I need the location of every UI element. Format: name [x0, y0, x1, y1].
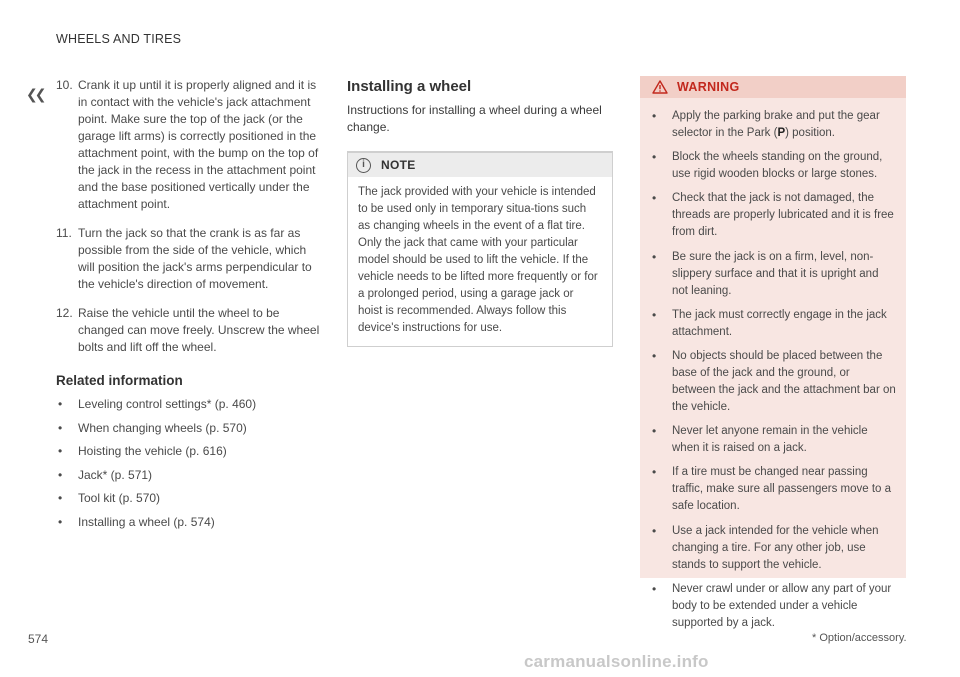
warning-item: • Never crawl under or allow any part of your body to be extended under a vehicle supported by a jack. — [652, 581, 892, 629]
section-title: Installing a wheel — [347, 78, 472, 95]
section-header: WHEELS AND TIRES — [56, 32, 182, 46]
info-circle-icon: i — [356, 158, 371, 173]
bullet-icon: • — [652, 109, 657, 123]
warning-item: • Use a jack intended for the vehicle when changing a tire. For any other job, use stands to support the vehicle. — [652, 523, 879, 571]
warning-item: • Never let anyone remain in the vehicle when it is raised on a jack. — [652, 424, 868, 455]
step-item — [52, 225, 324, 293]
watermark: carmanualsonline.info — [524, 652, 709, 671]
bullet-icon: • — [58, 444, 63, 459]
bullet-icon: • — [58, 491, 63, 506]
bullet-icon: • — [58, 467, 63, 482]
related-link[interactable]: • Jack* (p. 571) — [58, 467, 153, 482]
step-text: Crank it up until it is properly aligned and it is in contact with the vehicle's jack attachment point. Make sure the top of the jack (or the garage lift arms) is correctly positioned in the attachment point, with the bump on the top of the jack in the recess in the attachment point and the base positioned vertically under the attachment point. — [78, 78, 319, 211]
bullet-icon: • — [652, 307, 657, 322]
warning-item: • Apply the parking brake and put the gear selector in the Park (P) position. — [652, 109, 880, 139]
bullet-icon: • — [652, 424, 657, 439]
warning-item: • Block the wheels standing on the ground, use rigid wooden blocks or large stones. — [652, 150, 883, 181]
bullet-icon: • — [652, 348, 657, 363]
step-item — [52, 77, 324, 213]
step-number: 10. — [56, 78, 73, 92]
steps-list — [52, 77, 324, 356]
page-number: 574 — [28, 632, 49, 646]
steps-column — [52, 77, 324, 538]
warning-item: • No objects should be placed between the base of the jack and the ground, or between the jack and the attachment bar on the vehicle. — [652, 348, 896, 413]
related-link[interactable]: • Tool kit (p. 570) — [58, 491, 161, 506]
step-number: 12. — [56, 306, 73, 320]
related-link[interactable]: • When changing wheels (p. 570) — [58, 420, 247, 435]
bullet-icon: • — [58, 420, 63, 435]
note-label: NOTE — [381, 158, 416, 172]
warning-label: WARNING — [677, 80, 740, 94]
bullet-icon: • — [652, 150, 657, 165]
bullet-icon: • — [58, 514, 63, 529]
note-text: The jack provided with your vehicle is intended to be used only in temporary situa-tions such as changing wheels in the event of a flat tire. Only the jack that came with your particular model should be used to lift the vehicle. If the vehicle needs to be lifted more frequently or for a prolonged period, using a garage jack or hoist is recommended. Always follow this device's instructions for use. — [358, 186, 598, 334]
warning-triangle-icon — [652, 80, 668, 94]
step-text: Raise the vehicle until the wheel to be changed can move freely. Unscrew the wheel bolts and lift off the wheel. — [78, 306, 320, 354]
related-information-heading: Related information — [56, 373, 183, 388]
warning-box — [640, 76, 906, 629]
bullet-icon: • — [652, 581, 657, 596]
related-links-list — [52, 396, 324, 531]
warning-item: • Check that the jack is not damaged, the threads are properly lubricated and it is free from dirt. — [652, 191, 894, 239]
related-link[interactable]: • Leveling control settings* (p. 460) — [58, 397, 257, 411]
section-intro: Instructions for installing a wheel during a wheel change. — [347, 103, 602, 134]
step-item — [52, 305, 324, 356]
bullet-icon: • — [652, 523, 657, 538]
step-number: 11. — [56, 226, 72, 240]
related-link[interactable]: • Installing a wheel (p. 574) — [58, 514, 215, 529]
warning-item: • The jack must correctly engage in the jack attachment. — [652, 307, 887, 338]
bullet-icon: • — [652, 465, 657, 480]
warning-item: • If a tire must be changed near passing traffic, make sure all passengers move to a safe location. — [652, 465, 892, 513]
note-header — [348, 153, 612, 177]
installing-column — [347, 77, 613, 347]
warning-list — [640, 98, 906, 632]
bullet-icon: • — [652, 191, 657, 206]
double-chevron-left-icon[interactable]: ❮❮ — [26, 86, 44, 102]
step-text: Turn the jack so that the crank is as far as possible from the side of the vehicle, which will position the jack's arms perpendicular to the vehicle's direction of movement. — [78, 226, 312, 291]
related-link[interactable]: • Hoisting the vehicle (p. 616) — [58, 444, 227, 459]
option-footnote: * Option/accessory. — [812, 632, 907, 644]
bullet-icon: • — [652, 249, 657, 264]
warning-header — [640, 76, 906, 98]
bullet-icon: • — [58, 397, 63, 411]
warning-item: • Be sure the jack is on a firm, level, non-slippery surface and that it is upright and not leaning. — [652, 249, 879, 297]
note-box — [347, 151, 613, 347]
